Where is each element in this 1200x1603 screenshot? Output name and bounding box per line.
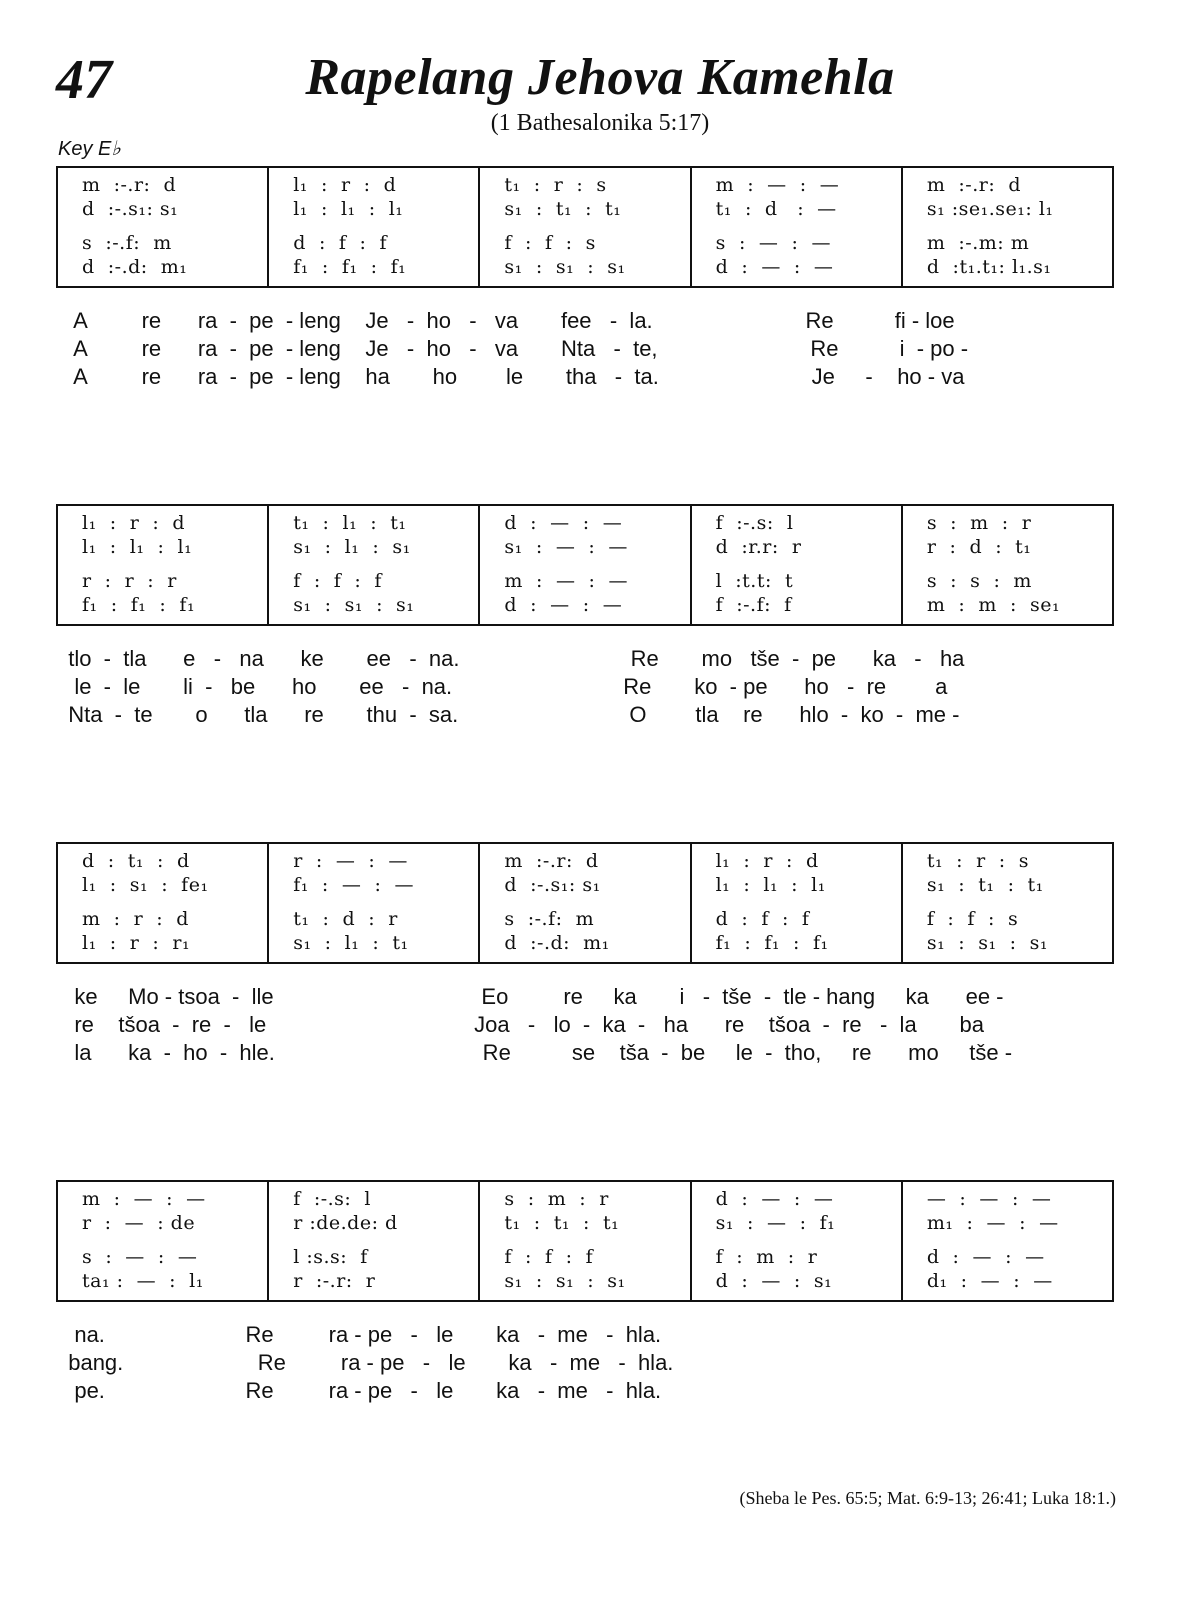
- measure: [690, 844, 901, 962]
- staff-system-4: [56, 1180, 1114, 1302]
- lyric-line: re tšoa - re - le Joa - lo - ka - ha re tšoa - re - la ba: [56, 1012, 984, 1037]
- solfa-line: l₁ : r : d: [82, 512, 186, 534]
- solfa-line: s₁ : s₁ : s₁: [504, 1270, 626, 1292]
- solfa-line: t₁ : t₁ : t₁: [504, 1212, 620, 1234]
- solfa-line: s₁ : — : —: [504, 536, 628, 558]
- measure: [58, 844, 267, 962]
- solfa-line: t₁ : r : s: [926, 850, 1030, 872]
- solfa-line: l₁ : s₁ : fe₁: [82, 874, 209, 896]
- solfa-line: m : — : —: [504, 570, 629, 592]
- solfa-line: — : — : —: [926, 1188, 1052, 1210]
- solfa-line: l₁ : r : d: [293, 174, 397, 196]
- lyric-line: le - le li - be ho ee - na. Re ko - pe ho - re a: [56, 674, 948, 699]
- lyrics-block: [56, 308, 1116, 392]
- solfa-line: d₁ : — : —: [926, 1270, 1053, 1292]
- measure: [58, 1182, 267, 1300]
- solfa-line: t₁ : d : —: [715, 198, 837, 220]
- lyric-line: la ka - ho - hle. Re se tša - be le - tho, re mo tše -: [56, 1040, 1013, 1065]
- solfa-line: d : — : —: [715, 1188, 834, 1210]
- lyrics-block: [56, 1322, 1116, 1406]
- solfa-line: s : m : r: [504, 1188, 609, 1210]
- measure: [478, 506, 689, 624]
- scripture-reference: (1 Bathesalonika 5:17): [490, 110, 710, 136]
- measure: [267, 844, 478, 962]
- solfa-line: r : — : de: [82, 1212, 196, 1234]
- solfa-line: d :-.d: m₁: [82, 256, 188, 278]
- solfa-line: d :t₁.t₁: l₁.s₁: [926, 256, 1052, 278]
- solfa-line: f : m : r: [715, 1246, 818, 1268]
- solfa-line: m : m : se₁: [926, 594, 1061, 616]
- lyric-line: pe. Re ra - pe - le ka - me - hla.: [56, 1378, 662, 1403]
- solfa-line: s₁ : t₁ : t₁: [926, 874, 1044, 896]
- measure: [690, 1182, 901, 1300]
- measure: [901, 844, 1112, 962]
- solfa-line: s :-.f: m: [504, 908, 595, 930]
- solfa-line: f₁ : — : —: [293, 874, 414, 896]
- solfa-line: s₁ : s₁ : s₁: [926, 932, 1049, 954]
- solfa-line: d :r.r: r: [715, 536, 802, 558]
- solfa-line: s₁ : l₁ : s₁: [293, 536, 411, 558]
- solfa-line: s₁ : l₁ : t₁: [293, 932, 409, 954]
- solfa-line: f : f : f: [504, 1246, 594, 1268]
- solfa-line: f₁ : f₁ : f₁: [82, 594, 196, 616]
- solfa-line: d : — : —: [926, 1246, 1045, 1268]
- measure: [901, 506, 1112, 624]
- measure: [267, 506, 478, 624]
- measure: [901, 1182, 1112, 1300]
- solfa-line: s : m : r: [926, 512, 1032, 534]
- measure: [690, 506, 901, 624]
- lyric-line: A re ra - pe - leng Je - ho - va fee - la. Re fi - loe: [56, 308, 955, 333]
- solfa-line: d : t₁ : d: [82, 850, 190, 872]
- lyrics-block: [56, 984, 1116, 1068]
- solfa-line: d : f : f: [715, 908, 810, 930]
- solfa-line: s₁ :se₁.se₁: l₁: [926, 198, 1054, 220]
- solfa-line: s : — : —: [715, 232, 831, 254]
- staff-system-3: [56, 842, 1114, 964]
- solfa-line: t₁ : l₁ : t₁: [293, 512, 407, 534]
- lyric-line: A re ra - pe - leng Je - ho - va Nta - te, Re i - po -: [56, 336, 969, 361]
- solfa-line: s₁ : s₁ : s₁: [504, 256, 626, 278]
- lyric-line: ke Mo - tsoa - lle Eo re ka i - tše - tle - hang ka ee -: [56, 984, 1004, 1009]
- measure: [58, 506, 267, 624]
- solfa-line: r :de.de: d: [293, 1212, 398, 1234]
- measure: [478, 1182, 689, 1300]
- solfa-line: l₁ : l₁ : l₁: [715, 874, 826, 896]
- footnote-references: (Sheba le Pes. 65:5; Mat. 6:9-13; 26:41; Luka 18:1.): [739, 1488, 1116, 1508]
- solfa-line: f :-.s: l: [715, 512, 794, 534]
- solfa-line: s : — : —: [82, 1246, 198, 1268]
- measure: [690, 168, 901, 286]
- staff-system-2: [56, 504, 1114, 626]
- solfa-line: m : — : —: [715, 174, 840, 196]
- solfa-line: d :-.d: m₁: [504, 932, 610, 954]
- solfa-line: m :-.m: m: [926, 232, 1030, 254]
- measure: [267, 168, 478, 286]
- measure: [901, 168, 1112, 286]
- solfa-line: f₁ : f₁ : f₁: [715, 932, 829, 954]
- solfa-line: t₁ : d : r: [293, 908, 398, 930]
- lyric-line: na. Re ra - pe - le ka - me - hla.: [56, 1322, 662, 1347]
- solfa-line: f :-.f: f: [715, 594, 792, 616]
- measure: [478, 844, 689, 962]
- solfa-line: f : f : s: [504, 232, 596, 254]
- lyric-line: A re ra - pe - leng ha ho le tha - ta. Je - ho - va: [56, 364, 965, 389]
- hymn-title: Rapelang Jehova Kamehla: [305, 49, 895, 106]
- measure: [478, 168, 689, 286]
- solfa-line: s₁ : t₁ : t₁: [504, 198, 622, 220]
- solfa-line: l₁ : l₁ : l₁: [82, 536, 193, 558]
- solfa-line: m : r : d: [82, 908, 189, 930]
- staff-system-1: [56, 166, 1114, 288]
- solfa-line: d : — : —: [504, 594, 623, 616]
- solfa-line: s₁ : s₁ : s₁: [293, 594, 415, 616]
- solfa-line: f : f : f: [293, 570, 382, 592]
- solfa-line: s :-.f: m: [82, 232, 172, 254]
- lyric-line: tlo - tla e - na ke ee - na. Re mo tše - pe ka - ha: [56, 646, 965, 671]
- solfa-line: t₁ : r : s: [504, 174, 607, 196]
- solfa-line: m : — : —: [82, 1188, 206, 1210]
- solfa-line: f₁ : f₁ : f₁: [293, 256, 407, 278]
- solfa-line: l :t.t: t: [715, 570, 794, 592]
- solfa-line: s₁ : — : f₁: [715, 1212, 836, 1234]
- solfa-line: r : — : —: [293, 850, 408, 872]
- solfa-line: d :-.s₁: s₁: [82, 198, 179, 220]
- solfa-line: m₁ : — : —: [926, 1212, 1059, 1234]
- solfa-line: f :-.s: l: [293, 1188, 371, 1210]
- hymn-number: 47: [56, 49, 112, 111]
- solfa-line: r : r : r: [82, 570, 177, 592]
- solfa-line: r : d : t₁: [926, 536, 1032, 558]
- solfa-line: ta₁ : — : l₁: [82, 1270, 204, 1292]
- solfa-line: m :-.r: d: [504, 850, 599, 872]
- solfa-line: d : — : s₁: [715, 1270, 833, 1292]
- solfa-line: m :-.r: d: [926, 174, 1021, 196]
- measure: [267, 1182, 478, 1300]
- solfa-line: s : s : m: [926, 570, 1032, 592]
- solfa-line: d : f : f: [293, 232, 388, 254]
- solfa-line: l₁ : r : r₁: [82, 932, 191, 954]
- solfa-line: d :-.s₁: s₁: [504, 874, 601, 896]
- solfa-line: l :s.s: f: [293, 1246, 368, 1268]
- lyric-line: bang. Re ra - pe - le ka - me - hla.: [56, 1350, 674, 1375]
- solfa-line: f : f : s: [926, 908, 1019, 930]
- solfa-line: l₁ : l₁ : l₁: [293, 198, 404, 220]
- measure: [58, 168, 267, 286]
- key-signature: Key E♭: [58, 138, 121, 160]
- solfa-line: l₁ : r : d: [715, 850, 819, 872]
- solfa-line: m :-.r: d: [82, 174, 177, 196]
- solfa-line: d : — : —: [715, 256, 834, 278]
- solfa-line: r :-.r: r: [293, 1270, 376, 1292]
- lyric-line: Nta - te o tla re thu - sa. O tla re hlo - ko - me -: [56, 702, 960, 727]
- lyrics-block: [56, 646, 1116, 730]
- solfa-line: d : — : —: [504, 512, 623, 534]
